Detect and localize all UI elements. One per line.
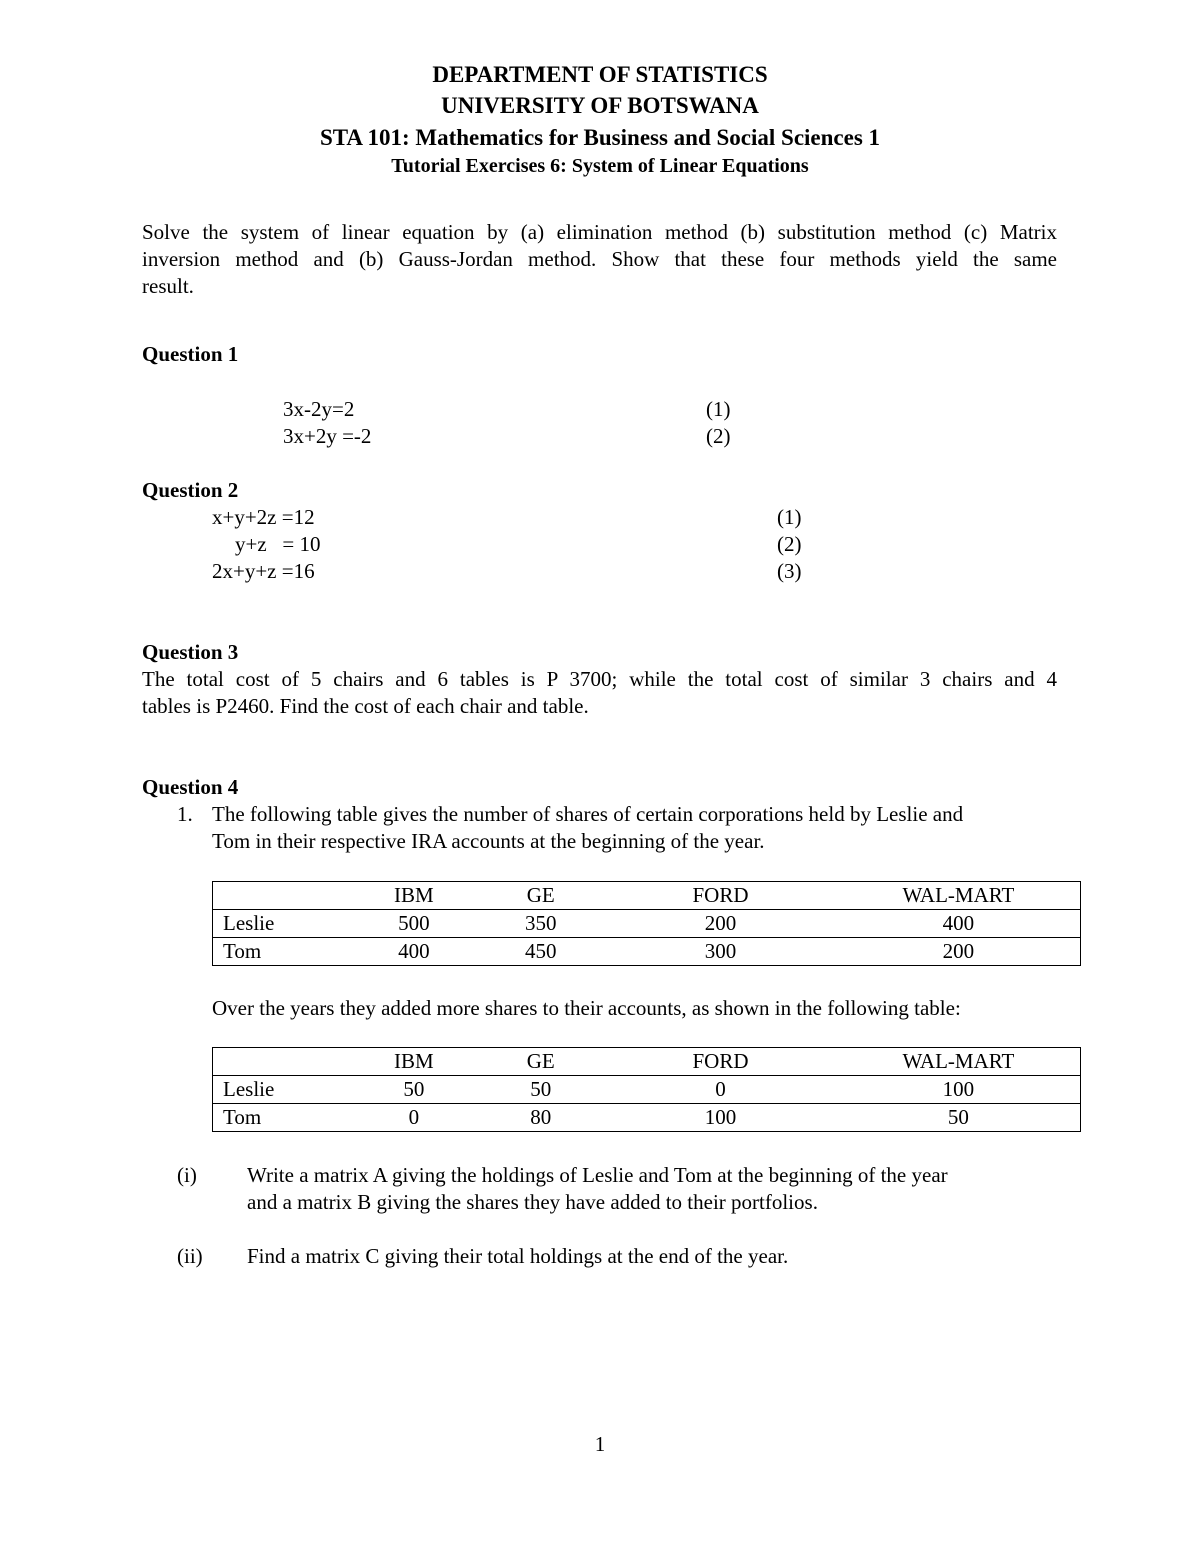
sub-question-ii-label: (ii): [177, 1244, 203, 1268]
q2-equation-3: 2x+y+z =16: [212, 559, 315, 583]
table-cell: 50: [477, 1076, 604, 1104]
table-row: [213, 1104, 1081, 1132]
table-cell: Tom: [213, 938, 351, 966]
table-cell: 100: [837, 1076, 1081, 1104]
table-header-cell: [213, 882, 351, 910]
table-cell: Leslie: [213, 910, 351, 938]
page-number: 1: [594, 1432, 606, 1456]
instructions-line-3: result.: [142, 274, 194, 298]
instructions-line-1: Solve the system of linear equation by (a) elimination method (b) substitution method (c) Matrix: [142, 220, 1057, 244]
q2-equation-2-number: (2): [777, 532, 802, 556]
q4-item-line-2: Tom in their respective IRA accounts at the beginning of the year.: [212, 829, 765, 853]
q2-equation-2: y+z = 10: [235, 532, 321, 556]
table-row: [213, 910, 1081, 938]
tutorial-title: Tutorial Exercises 6: System of Linear Equations: [391, 155, 809, 177]
table-cell: 50: [350, 1076, 477, 1104]
table-cell: 300: [604, 938, 837, 966]
table-cell: 200: [604, 910, 837, 938]
question-1-title: Question 1: [142, 342, 239, 366]
university-heading: UNIVERSITY OF BOTSWANA: [441, 93, 759, 118]
table-cell: 400: [350, 938, 477, 966]
table-cell: 0: [350, 1104, 477, 1132]
sub-question-i-line-2: and a matrix B giving the shares they have added to their portfolios.: [247, 1190, 818, 1214]
instructions-line-2: inversion method and (b) Gauss-Jordan method. Show that these four methods yield the same: [142, 247, 1057, 271]
table-cell: Tom: [213, 1104, 351, 1132]
sub-question-i-label: (i): [177, 1163, 197, 1187]
shares-table-added: [212, 1047, 1081, 1132]
q1-equation-2-number: (2): [706, 424, 731, 448]
table-header-cell: WAL-MART: [837, 1048, 1081, 1076]
table-header-cell: [213, 1048, 351, 1076]
table-cell: 80: [477, 1104, 604, 1132]
q4-between-text: Over the years they added more shares to their accounts, as shown in the following table:: [212, 996, 961, 1020]
q2-equation-3-number: (3): [777, 559, 802, 583]
table-cell: 450: [477, 938, 604, 966]
q1-equation-1-number: (1): [706, 397, 731, 421]
table-header-row: [213, 1048, 1081, 1076]
question-4-title: Question 4: [142, 775, 239, 799]
sub-question-i-line-1: Write a matrix A giving the holdings of Leslie and Tom at the beginning of the year: [247, 1163, 948, 1187]
table-cell: 500: [350, 910, 477, 938]
table-cell: Leslie: [213, 1076, 351, 1104]
question-3-title: Question 3: [142, 640, 239, 664]
table-cell: 200: [837, 938, 1081, 966]
table-header-cell: FORD: [604, 1048, 837, 1076]
table-header-row: [213, 882, 1081, 910]
table-cell: 50: [837, 1104, 1081, 1132]
q1-equation-2: 3x+2y =-2: [283, 424, 372, 448]
question-2-title: Question 2: [142, 478, 239, 502]
q2-equation-1-number: (1): [777, 505, 802, 529]
table-header-cell: WAL-MART: [837, 882, 1081, 910]
table-cell: 100: [604, 1104, 837, 1132]
table-header-cell: GE: [477, 1048, 604, 1076]
q2-equation-1: x+y+2z =12: [212, 505, 315, 529]
table-header-cell: IBM: [350, 882, 477, 910]
sub-question-ii-line-1: Find a matrix C giving their total holdings at the end of the year.: [247, 1244, 789, 1268]
table-header-cell: GE: [477, 882, 604, 910]
table-row: [213, 938, 1081, 966]
q3-line-2: tables is P2460. Find the cost of each chair and table.: [142, 694, 589, 718]
q3-line-1: The total cost of 5 chairs and 6 tables is P 3700; while the total cost of similar 3 chairs and 4: [142, 667, 1057, 691]
table-cell: 400: [837, 910, 1081, 938]
table-cell: 350: [477, 910, 604, 938]
table-row: [213, 1076, 1081, 1104]
course-title: STA 101: Mathematics for Business and Social Sciences 1: [319, 125, 881, 150]
table-cell: 0: [604, 1076, 837, 1104]
q4-item-number: 1.: [177, 802, 193, 826]
q4-item-line-1: The following table gives the number of shares of certain corporations held by Leslie and: [212, 802, 964, 826]
table-header-cell: FORD: [604, 882, 837, 910]
q1-equation-1: 3x-2y=2: [283, 397, 355, 421]
shares-table-beginning: [212, 881, 1081, 966]
table-header-cell: IBM: [350, 1048, 477, 1076]
department-heading: DEPARTMENT OF STATISTICS: [432, 62, 768, 87]
